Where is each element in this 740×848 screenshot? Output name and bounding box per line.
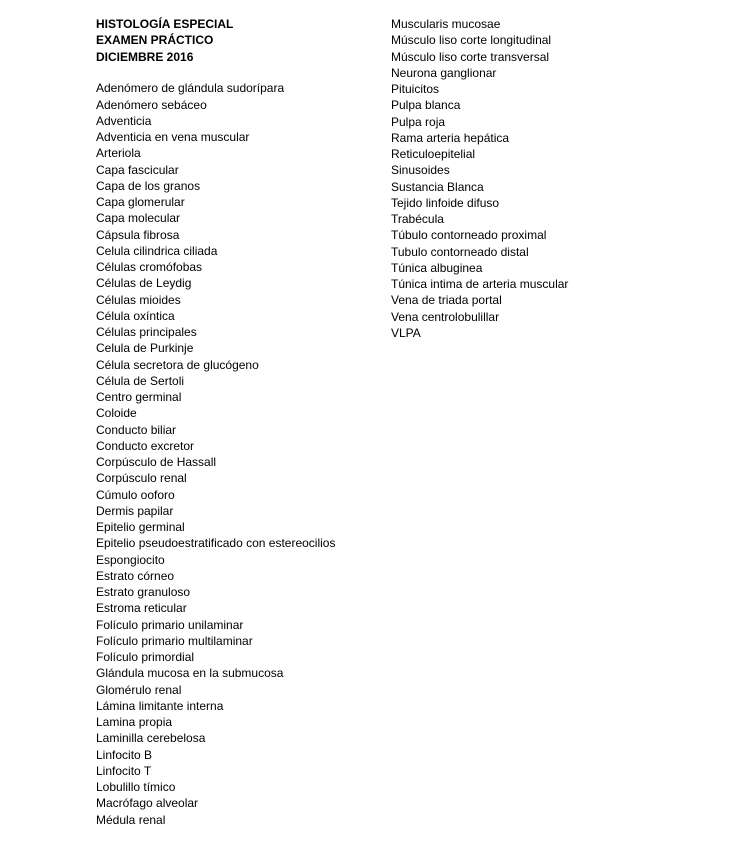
list-item: Corpúsculo de Hassall — [96, 455, 217, 469]
list-item: Macrófago alveolar — [96, 796, 199, 811]
list-item: Médula renal — [96, 812, 166, 827]
list-item: Celula cilindrica ciliada — [96, 243, 218, 258]
list-item: Reticuloepitelial — [391, 147, 476, 161]
list-item: Capa fascicular — [96, 162, 179, 177]
header-date: DICIEMBRE 2016 — [96, 49, 194, 64]
list-item: Corpúsculo renal — [96, 471, 187, 486]
list-item: Dermis papilar — [96, 503, 174, 518]
list-item: Folículo primordial — [96, 650, 195, 664]
list-item: Túbulo contorneado proximal — [391, 228, 547, 243]
list-item: Conducto excretor — [96, 438, 195, 453]
left-column — [96, 16, 335, 828]
list-item: Folículo primario unilaminar — [96, 617, 244, 632]
list-item: Sustancia Blanca — [391, 179, 484, 194]
list-item: Glomérulo renal — [96, 682, 182, 697]
right-term-list — [391, 16, 568, 341]
list-item: Adventicia en vena muscular — [96, 130, 250, 144]
list-item: Rama arteria hepática — [391, 130, 510, 145]
list-item: Epitelio pseudoestratificado con estereocilios — [96, 536, 336, 551]
list-item: Tejido linfoide difuso — [391, 195, 500, 210]
list-item: Lamina propia — [96, 715, 173, 729]
list-item: Células de Leydig — [96, 276, 192, 291]
list-item: Conducto biliar — [96, 422, 177, 437]
list-item: Túnica albuginea — [391, 260, 483, 275]
list-item: Espongiocito — [96, 552, 165, 567]
list-item: Estrato córneo — [96, 568, 175, 583]
list-item: Coloide — [96, 406, 137, 421]
list-item: Células mioides — [96, 292, 181, 307]
list-item: Glándula mucosa en la submucosa — [96, 666, 284, 681]
list-item: Muscularis mucosae — [391, 17, 501, 31]
list-item: Linfocito B — [96, 747, 153, 762]
list-item: Trabécula — [391, 212, 444, 226]
list-item: Vena de triada portal — [391, 293, 502, 308]
list-item: Célula secretora de glucógeno — [96, 357, 259, 372]
list-item: Pituicitos — [391, 82, 440, 96]
list-item: Linfocito T — [96, 763, 152, 778]
list-item: Células cromófobas — [96, 260, 203, 274]
list-item: Sinusoides — [391, 163, 450, 178]
list-item: Lobulillo tímico — [96, 780, 176, 794]
list-item: Lámina limitante interna — [96, 698, 224, 713]
list-item: Estrato granuloso — [96, 585, 191, 599]
list-item: Laminilla cerebelosa — [96, 731, 206, 746]
list-item: Capa de los granos — [96, 178, 201, 193]
header-subtitle: EXAMEN PRÁCTICO — [96, 33, 214, 48]
list-item: Adventicia — [96, 113, 152, 128]
left-term-list — [96, 80, 335, 828]
list-item: Músculo liso corte transversal — [391, 49, 550, 64]
list-item: Epitelio germinal — [96, 520, 185, 534]
list-item: Pulpa roja — [391, 114, 446, 129]
list-item: Vena centrolobulillar — [391, 309, 500, 324]
header-title: HISTOLOGÍA ESPECIAL — [96, 17, 234, 31]
list-item: Capa molecular — [96, 211, 181, 226]
list-item: Capa glomerular — [96, 195, 185, 209]
document-header — [96, 16, 335, 65]
list-item: Folículo primario multilaminar — [96, 633, 253, 648]
list-item: Célula de Sertoli — [96, 373, 185, 388]
list-item: Estroma reticular — [96, 601, 187, 616]
list-item: Tubulo contorneado distal — [391, 244, 529, 259]
list-item: Célula oxíntica — [96, 308, 175, 323]
list-item: Cúmulo ooforo — [96, 487, 175, 502]
list-item: Músculo liso corte longitudinal — [391, 33, 552, 48]
list-item: Centro germinal — [96, 390, 182, 404]
right-column — [391, 16, 568, 341]
list-item: Túnica intima de arteria muscular — [391, 277, 569, 291]
list-item: Pulpa blanca — [391, 98, 461, 113]
list-item: Arteriola — [96, 146, 141, 161]
list-item: Adenómero sebáceo — [96, 97, 207, 112]
list-item: Celula de Purkinje — [96, 341, 194, 356]
list-item: VLPA — [391, 325, 421, 340]
list-item: Adenómero de glándula sudorípara — [96, 81, 285, 96]
list-item: Cápsula fibrosa — [96, 227, 180, 242]
list-item: Células principales — [96, 325, 197, 339]
list-item: Neurona ganglionar — [391, 65, 497, 80]
